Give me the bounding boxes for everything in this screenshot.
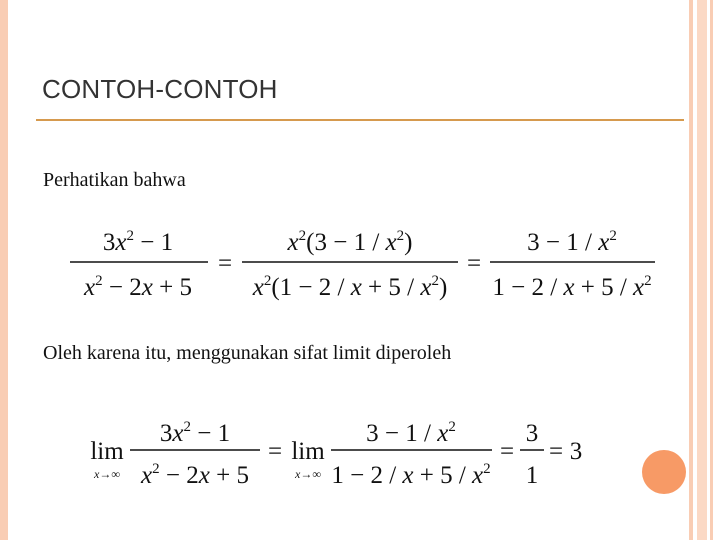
slide-title: CONTOH-CONTOH bbox=[42, 74, 278, 104]
eq2-equals-2: = bbox=[499, 438, 515, 465]
eq1-frac3-den: $1 - 2 / x + 5 / x^2$ bbox=[492, 273, 652, 301]
eq2-result: 3 bbox=[569, 438, 583, 465]
accent-circle bbox=[642, 450, 686, 494]
eq2-equals-1: = bbox=[267, 438, 283, 465]
eq2-lim-sub-1: x→∞ bbox=[94, 467, 120, 481]
intro-text: Perhatikan bahwa bbox=[43, 169, 186, 191]
eq1-frac2-den: $x^2(1 - 2 / x + 5 / x^2)$ bbox=[252, 273, 448, 301]
eq2-lim-1: lim bbox=[90, 438, 124, 465]
eq1-equals-2: = bbox=[466, 250, 482, 277]
eq2-frac3-num: 3 bbox=[525, 420, 539, 447]
eq2-frac1-num: $3x^2 - 1$ bbox=[159, 419, 231, 447]
eq1-frac2-num: $x^2(3 - 1 / x^2)$ bbox=[287, 228, 413, 256]
eq1-frac3-num: $3 - 1 / x^2$ bbox=[527, 228, 617, 256]
eq1-frac1-den: $x^2 - 2x + 5$ bbox=[84, 273, 192, 301]
eq2-lim-2: lim bbox=[291, 438, 325, 465]
eq2-frac2-den: $1 - 2 / x + 5 / x^2$ bbox=[331, 461, 491, 489]
conclusion-text: Oleh karena itu, menggunakan sifat limit diperoleh bbox=[43, 342, 452, 364]
eq1-frac1-num: $3x^2 - 1$ bbox=[102, 228, 174, 256]
eq2-equals-3: = bbox=[548, 438, 564, 465]
eq2-frac1-den: $x^2 - 2x + 5$ bbox=[141, 461, 249, 489]
eq2-frac2-num: $3 - 1 / x^2$ bbox=[366, 419, 456, 447]
eq1-equals-1: = bbox=[217, 250, 233, 277]
eq2-frac3-den: 1 bbox=[525, 462, 539, 489]
eq2-lim-sub-2: x→∞ bbox=[295, 467, 321, 481]
